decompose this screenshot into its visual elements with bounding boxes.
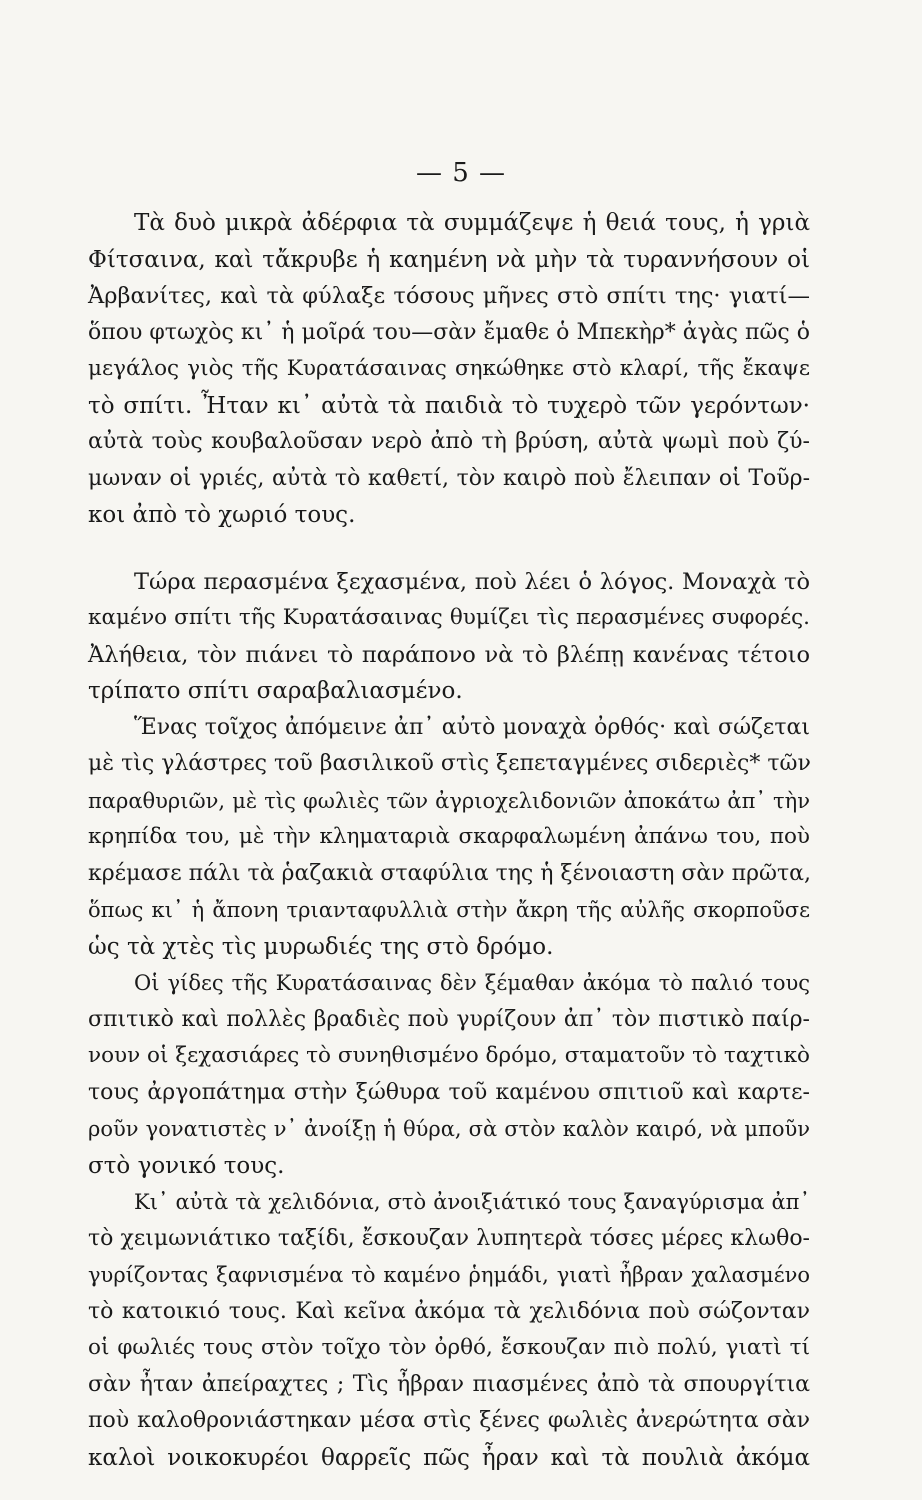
- text-line: Ἕνας τοῖχος ἀπόμεινε ἀπ᾽ αὐτὸ μοναχὰ ὀρθός· καὶ σώζεται: [134, 714, 810, 740]
- text-line: σπιτικὸ καὶ πολλὲς βραδιὲς ποὺ γυρίζουν ἀπ᾽ τὸν πιστικὸ παίρ-: [88, 1006, 810, 1032]
- text-line: ὅπως κι᾽ ἡ ἄπονη τριανταφυλλιὰ στὴν ἄκρη τῆς αὐλῆς σκορποῦσε: [88, 898, 810, 922]
- paragraph-5: [88, 1184, 810, 1476]
- text-line: μὲ τὶς γλάστρες τοῦ βασιλικοῦ στὶς ξεπεταγμένες σιδεριὲς* τῶν: [88, 751, 811, 776]
- text-line: καμένο σπίτι τῆς Κυρατάσαινας θυμίζει τὶς περασμένες συφορές.: [88, 605, 810, 630]
- text-line: Τὰ δυὸ μικρὰ ἀδέρφια τὰ συμμάζεψε ἡ θειά τους, ἡ γριὰ: [134, 210, 810, 236]
- page-number: — 5 —: [415, 158, 507, 188]
- text-line: τους ἀργοπάτημα στὴν ξώθυρα τοῦ καμένου σπιτιοῦ καὶ καρτε-: [88, 1079, 810, 1105]
- text-line: κρέμασε πάλι τὰ ῥαζακιὰ σταφύλια της ἡ ξένοιαστη σὰν πρῶτα,: [88, 860, 811, 886]
- text-line: μωναν οἱ γριές, αὐτὰ τὸ καθετί, τὸν καιρὸ ποὺ ἔλειπαν οἱ Τοῦρ-: [88, 465, 810, 491]
- text-line: μεγάλος γιὸς τῆς Κυρατάσαινας σηκώθηκε στὸ κλαρί, τῆς ἔκαψε: [88, 356, 810, 381]
- text-line: στὸ γονικό τους.: [88, 1152, 285, 1179]
- text-line: Φίτσαινα, καὶ τἄκρυβε ἡ καημένη νὰ μὴν τὰ τυραννήσουν οἱ: [88, 246, 810, 273]
- text-line: τὸ κατοικιό τους. Καὶ κεῖνα ἀκόμα τὰ χελιδόνια ποὺ σώζονταν: [88, 1298, 810, 1324]
- paragraph-3: [88, 710, 810, 966]
- text-line: Ἀρβανίτες, καὶ τὰ φύλαξε τόσους μῆνες στὸ σπίτι της· γιατί—: [88, 283, 810, 309]
- text-line: τρίπατο σπίτι σαραβαλιασμένο.: [88, 678, 463, 704]
- text-line: κοι ἀπὸ τὸ χωριό τους.: [88, 502, 356, 528]
- text-line: σὰν ἦταν ἀπείραχτες ; Τὶς ἦβραν πιασμένες ἀπὸ τὰ σπουργίτια: [88, 1371, 810, 1397]
- text-line: γυρίζοντας ξαφνισμένα τὸ καμένο ῥημάδι, γιατὶ ἦβραν χαλασμένο: [88, 1263, 810, 1287]
- text-line: τὸ χειμωνιάτικο ταξίδι, ἔσκουζαν λυπητερὰ τόσες μέρες κλωθο-: [88, 1225, 810, 1251]
- text-line: παραθυριῶν, μὲ τὶς φωλιὲς τῶν ἀγριοχελιδονιῶν ἀποκάτω ἀπ᾽ τὴν: [88, 788, 810, 813]
- paragraph-4: [88, 965, 810, 1184]
- paragraph-1: [88, 205, 810, 534]
- text-line: νουν οἱ ξεχασιάρες τὸ συνηθισμένο δρόμο, σταματοῦν τὸ ταχτικὸ: [88, 1043, 810, 1068]
- text-line: καλοὶ νοικοκυρέοι θαρρεῖς πῶς ἦραν καὶ τὰ πουλιὰ ἀκόμα: [88, 1444, 810, 1471]
- text-line: Κι᾽ αὐτὰ τὰ χελιδόνια, στὸ ἀνοιξιάτικό τους ξαναγύρισμα ἀπ᾽: [134, 1190, 810, 1214]
- text-line: αὐτὰ τοὺς κουβαλοῦσαν νερὸ ἀπὸ τὴ βρύση, αὐτὰ ψωμὶ ποὺ ζύ-: [88, 429, 810, 454]
- text-line: κρηπίδα του, μὲ τὴν κληματαριὰ σκαρφαλωμένη ἀπάνω του, ποὺ: [88, 824, 810, 849]
- text-line: ποὺ καλοθρονιάστηκαν μέσα στὶς ξένες φωλιὲς ἀνερώτητα σὰν: [88, 1408, 810, 1433]
- text-line: οἱ φωλιές τους στὸν τοῖχο τὸν ὀρθό, ἔσκουζαν πιὸ πολύ, γιατὶ τί: [88, 1335, 810, 1360]
- text-line: ροῦν γονατιστὲς ν᾽ ἀνοίξῃ ἡ θύρα, σὰ στὸν καλὸν καιρό, νὰ μποῦν: [88, 1117, 810, 1141]
- paragraph-gap: [88, 534, 810, 564]
- text-line: ὡς τὰ χτὲς τὶς μυρωδιές της στὸ δρόμο.: [88, 933, 554, 960]
- text-line: τὸ σπίτι. Ἦταν κι᾽ αὐτὰ τὰ παιδιὰ τὸ τυχερὸ τῶν γερόντων·: [88, 392, 810, 419]
- text-line: Οἱ γίδες τῆς Κυρατάσαινας δὲν ξέμαθαν ἀκόμα τὸ παλιό τους: [134, 971, 810, 995]
- paragraph-2: [88, 564, 810, 710]
- body-text: [88, 205, 810, 1476]
- text-line: ὅπου φτωχὸς κι᾽ ἡ μοῖρά του—σὰν ἔμαθε ὁ Μπεκὴρ* ἀγὰς πῶς ὁ: [88, 319, 810, 345]
- text-line: Ἀλήθεια, τὸν πιάνει τὸ παράπονο νὰ τὸ βλέπῃ κανένας τέτοιο: [88, 641, 810, 668]
- text-line: Τώρα περασμένα ξεχασμένα, ποὺ λέει ὁ λόγος. Μοναχὰ τὸ: [134, 568, 810, 595]
